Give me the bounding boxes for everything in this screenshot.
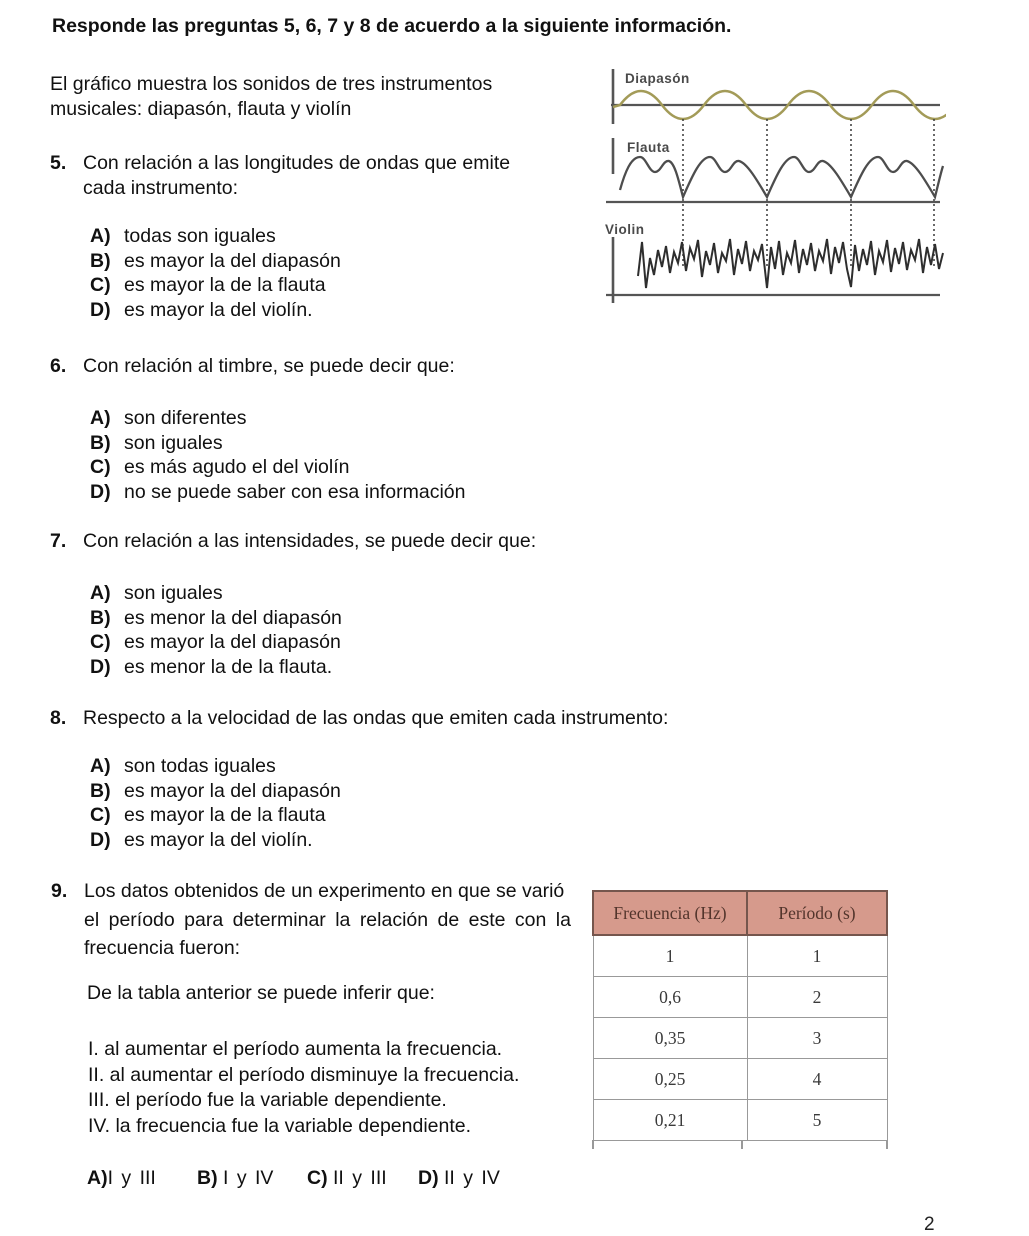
- table-row: [593, 1018, 887, 1059]
- statement: I. al aumentar el período aumenta la frecuencia.: [88, 1038, 503, 1060]
- option-text: son todas iguales: [124, 755, 276, 777]
- option-text: es mayor la del diapasón: [124, 631, 341, 653]
- option-text: es más agudo el del violín: [124, 456, 350, 478]
- option-letter: A): [90, 407, 111, 429]
- table-row: [593, 935, 887, 977]
- option-text: es mayor la del diapasón: [124, 249, 341, 272]
- waveform-figure: [596, 60, 946, 312]
- question-text: frecuencia fueron:: [84, 937, 241, 960]
- question-text: Respecto a la velocidad de las ondas que emiten cada instrumento:: [83, 707, 669, 729]
- question-5: [50, 151, 510, 201]
- frequency-period-table: [592, 890, 888, 1141]
- option-text: es menor la de la flauta.: [124, 655, 333, 678]
- option-row: [90, 754, 341, 779]
- option-row: [90, 406, 465, 431]
- intro-paragraph: [50, 72, 492, 122]
- option-letter: C): [90, 274, 111, 296]
- table-border-tail: [592, 1140, 594, 1149]
- answer-letter: B): [197, 1167, 218, 1189]
- option-row: [90, 298, 341, 323]
- option-letter: C): [90, 631, 111, 653]
- table-cell: 5: [747, 1100, 887, 1141]
- table-row: [593, 1059, 887, 1100]
- table-cell: 3: [747, 1018, 887, 1059]
- violin-wave: [638, 239, 943, 288]
- option-text: es mayor la de la flauta: [124, 274, 326, 296]
- option-letter: A): [90, 225, 111, 247]
- table-header-cell: Frecuencia (Hz): [593, 891, 747, 935]
- option-row: [90, 630, 342, 655]
- answer-text: I y III: [107, 1167, 156, 1189]
- period-dotted-lines: [683, 119, 934, 267]
- option-text: todas son iguales: [124, 225, 276, 247]
- option-letter: D): [90, 480, 111, 503]
- table-cell: 2: [747, 977, 887, 1018]
- question-text: cada instrumento:: [83, 177, 239, 199]
- answer-text: II y IV: [444, 1167, 500, 1189]
- option-letter: A): [90, 582, 111, 604]
- table-row: [593, 977, 887, 1018]
- option-text: son iguales: [124, 431, 223, 454]
- option-row: [90, 581, 342, 606]
- question-6: [50, 354, 455, 379]
- waveform-svg: [596, 60, 946, 312]
- option-letter: D): [90, 828, 111, 851]
- violin-label: Violin: [605, 222, 645, 237]
- option-text: no se puede saber con esa información: [124, 480, 466, 503]
- option-row: [90, 431, 465, 456]
- option-text: es mayor la del violín.: [124, 298, 313, 321]
- table-cell: 0,35: [593, 1018, 747, 1059]
- option-letter: D): [90, 298, 111, 321]
- option-text: son diferentes: [124, 407, 247, 429]
- flauta-label: Flauta: [627, 140, 670, 155]
- question-number: 9.: [51, 880, 68, 902]
- option-row: [90, 224, 341, 249]
- option-letter: B): [90, 779, 111, 802]
- question-number: 7.: [50, 530, 67, 552]
- question-7-options: [90, 581, 342, 679]
- statement: IV. la frecuencia fue la variable dependiente.: [88, 1114, 472, 1137]
- question-8: [50, 706, 668, 731]
- option-letter: B): [90, 431, 111, 454]
- option-letter: B): [90, 606, 111, 629]
- table-row: [593, 1100, 887, 1141]
- instruction-heading: Responde las preguntas 5, 6, 7 y 8 de acuerdo a la siguiente información.: [52, 15, 732, 37]
- option-letter: B): [90, 249, 111, 272]
- table-cell: 1: [593, 935, 747, 977]
- question-text: Los datos obtenidos de un experimento en que se varió: [84, 880, 565, 902]
- intro-line: El gráfico muestra los sonidos de tres instrumentos: [50, 73, 493, 95]
- question-7: [50, 529, 536, 554]
- option-row: [90, 249, 341, 274]
- option-letter: C): [90, 804, 111, 826]
- intro-line: musicales: diapasón, flauta y violín: [50, 98, 352, 120]
- answer-text: II y III: [333, 1167, 387, 1189]
- answer-letter: D): [418, 1167, 439, 1189]
- table-cell: 0,21: [593, 1100, 747, 1141]
- option-row: [90, 606, 342, 631]
- option-row: [90, 803, 341, 828]
- table-cell: 0,6: [593, 977, 747, 1018]
- option-row: [90, 480, 465, 505]
- question-9: [50, 877, 599, 963]
- question-number: 5.: [50, 152, 67, 174]
- answer-text: I y IV: [223, 1167, 274, 1189]
- question-text: Con relación al timbre, se puede decir que:: [83, 355, 455, 377]
- statement: III. el período fue la variable dependiente.: [88, 1089, 447, 1112]
- question-5-options: [90, 224, 341, 322]
- table-cell: 4: [747, 1059, 887, 1100]
- page-number: 2: [924, 1214, 935, 1235]
- table-cell: 0,25: [593, 1059, 747, 1100]
- option-text: es mayor la de la flauta: [124, 804, 326, 826]
- question-6-options: [90, 406, 465, 504]
- option-text: son iguales: [124, 582, 223, 604]
- table-border-tail: [741, 1140, 743, 1149]
- option-row: [90, 455, 465, 480]
- question-text: el período para determinar la relación de este con la: [84, 908, 571, 931]
- flauta-wave: [620, 157, 943, 197]
- option-row: [90, 828, 341, 853]
- option-letter: C): [90, 456, 111, 478]
- question-number: 6.: [50, 355, 67, 377]
- option-text: es menor la del diapasón: [124, 606, 342, 629]
- table-header-cell: Período (s): [747, 891, 887, 935]
- table-border-tail: [886, 1140, 888, 1149]
- question-8-options: [90, 754, 341, 852]
- question-text: Con relación a las intensidades, se puede decir que:: [83, 530, 537, 552]
- question-9-statements: [88, 1037, 519, 1139]
- option-letter: D): [90, 655, 111, 678]
- option-row: [90, 779, 341, 804]
- question-9-prompt: De la tabla anterior se puede inferir que:: [87, 982, 435, 1004]
- statement: II. al aumentar el período disminuye la frecuencia.: [88, 1063, 520, 1086]
- diapason-label: Diapasón: [625, 71, 690, 86]
- table-cell: 1: [747, 935, 887, 977]
- option-text: es mayor la del diapasón: [124, 779, 341, 802]
- question-text: Con relación a las longitudes de ondas que emite: [83, 152, 511, 174]
- option-row: [90, 655, 342, 680]
- option-text: es mayor la del violín.: [124, 828, 313, 851]
- question-number: 8.: [50, 707, 67, 729]
- option-row: [90, 273, 341, 298]
- answer-letter: C): [307, 1167, 328, 1189]
- answer-letter: A): [87, 1167, 108, 1189]
- option-letter: A): [90, 755, 111, 777]
